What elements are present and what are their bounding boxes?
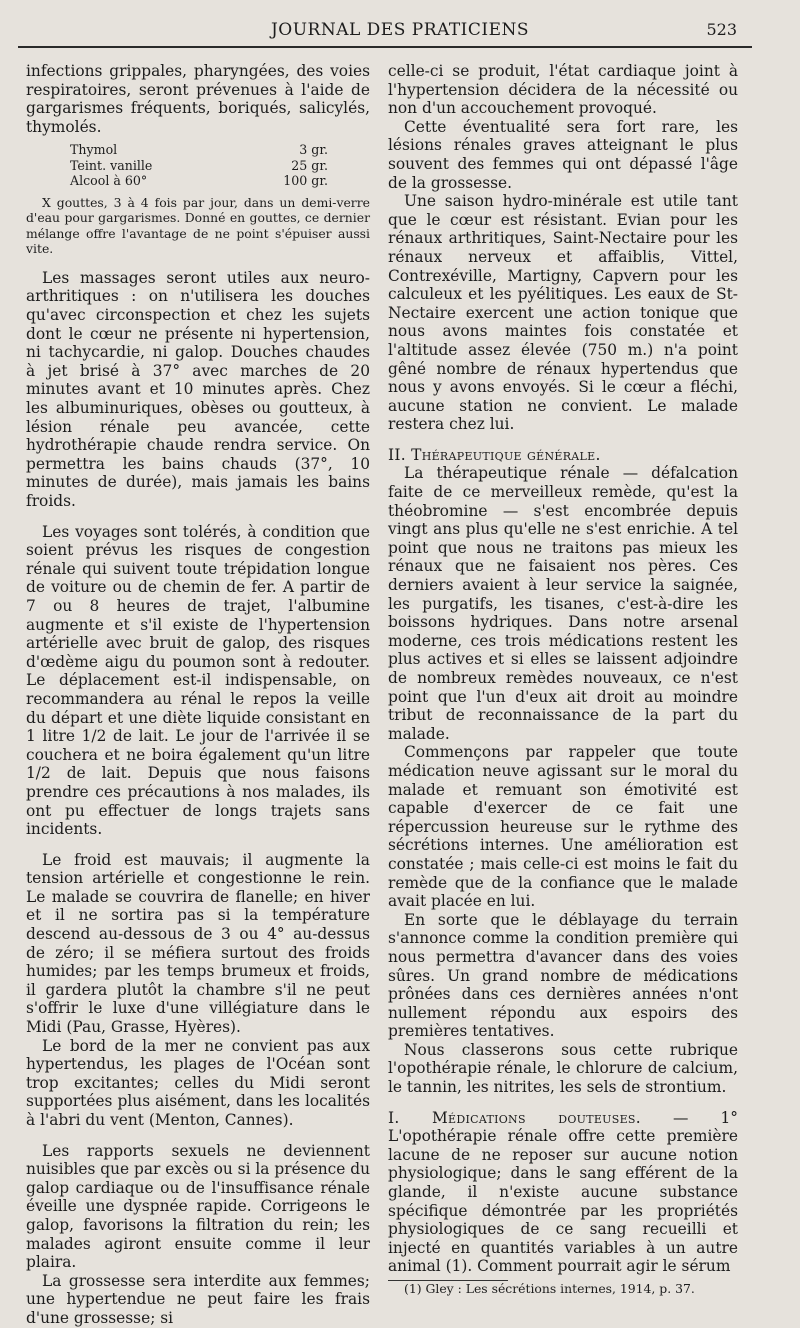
section-heading: II. Thérapeutique générale. xyxy=(388,445,601,464)
quantity: 100 gr. xyxy=(283,173,328,189)
subsection-text: — 1° L'opothérapie rénale offre cette première lacune de ne reposer sur aucune notion physiologique; dans le sang efférent de la glande, il n'existe aucune substance spécifique démontrée par les propriétés physiologiques de ce sang recueilli et injecté en quantités variables à un autre animal (1). Comment pourrait agir le sérum xyxy=(388,1108,738,1276)
ingredient: Alcool à 60° xyxy=(70,173,148,189)
paragraph: Cette éventualité sera fort rare, les lésions rénales graves atteignant le plus souvent des femmes qui ont dépassé l'âge de la grossesse. xyxy=(388,117,738,192)
paragraph: celle-ci se produit, l'état cardiaque joint à l'hypertension décidera de la nécessité ou non d'un accouchement provoqué. xyxy=(388,62,738,118)
footnote: (1) Gley : Les sécrétions internes, 1914, p. 37. xyxy=(404,1281,695,1296)
paragraph-mer: Le bord de la mer ne convient pas aux hypertendus, les plages de l'Océan sont trop excitantes; celles du Midi seront supportées plus aisément, dans les localités à l'abri du vent (Menton, Cannes). xyxy=(26,1036,370,1129)
prescription-row xyxy=(70,158,328,174)
prescription xyxy=(70,142,328,189)
paragraph: Commençons par rappeler que toute médication neuve agissant sur le moral du malade et remuant son émotivité est capable d'exercer de ce fait une répercussion heureuse sur le rythme des sécrétions internes. Une amélioration est constatée ; mais celle-ci est moins le fait du remède que de la confiance que le malade avait placée en lui. xyxy=(388,743,738,911)
paragraph: infections grippales, pharyngées, des voies respiratoires, seront prévenues à l'aide de gargarismes fréquents, boriqués, salicylés, thymolés. xyxy=(26,62,370,136)
paragraph-rapports: Les rapports sexuels ne deviennent nuisibles que par excès ou si la présence du galop cardiaque ou de l'insuffisance rénale éveille une dyspnée rapide. Corrigeons le galop, favorisons la filtration du rein; les malades agiront ensuite comme il leur plaira. xyxy=(26,1141,370,1272)
right-column xyxy=(388,62,738,1297)
paragraph-massages: Les massages seront utiles aux neuro-arthritiques : on n'utilisera les douches qu'avec circonspection et chez les sujets dont le cœur ne présente ni hypertension, ni tachycardie, ni galop. Douches chaudes à jet brisé à 37° avec marches de 20 minutes avant et 10 minutes après. Chez les albuminuriques, obèses ou goutteux, à lésion rénale peu avancée, cette hydrothérapie chaude rendra service. On permettra les bains chauds (37°, 10 minutes de durée), mais jamais les bains froids. xyxy=(26,268,370,510)
left-column xyxy=(26,62,370,1328)
ingredient: Thymol xyxy=(70,142,118,158)
paragraph-froid: Le froid est mauvais; il augmente la tension artérielle et congestionne le rein. Le malade se couvrira de flanelle; en hiver et il ne sortira pas si la température descend au-dessous de 3 ou 4° au-dessus de zéro; il se méfiera surtout des froids humides; par les temps brumeux et froids, il gardera plutôt la chambre s'il ne peut s'offrir le luxe d'une villégiature dans le Midi (Pau, Grasse, Hyères). xyxy=(26,850,370,1037)
prescription-row xyxy=(70,142,328,158)
running-header xyxy=(18,16,782,44)
prescription-row xyxy=(70,173,328,189)
paragraph: La thérapeutique rénale — défalcation faite de ce merveilleux remède, qu'est la théobromine — s'est encombrée depuis vingt ans plus qu'elle ne s'est enrichie. A tel point que nous ne traitons pas mieux les rénaux que ne faisaient nos pères. Ces derniers avaient à leur service la saignée, les purgatifs, les tisanes, c'est-à-dire les boissons hydriques. Dans notre arsenal moderne, ces trois médications restent les plus actives et si elles se laissent adjoindre de nombreux remèdes nouveaux, ce n'est point que l'un d'eux ait droit au moindre tribut de reconnaissance de la part du malade. xyxy=(388,464,738,743)
journal-title: JOURNAL DES PRATICIENS xyxy=(270,20,530,40)
paragraph-saison: Une saison hydro-minérale est utile tant que le cœur est résistant. Evian pour les rénaux arthritiques, Saint-Nectaire pour les rénaux nerveux et affaiblis, Vittel, Contrexéville, Martigny, Capvern pour les calculeux et les pyélitiques. Les eaux de St-Nectaire exercent une action tonique que nous avons maintes fois constatée et l'altitude assez élevée (750 m.) n'a point gêné nombre de rénaux hypertendus que nous y avons envoyés. Si le cœur a fléchi, aucune station ne convient. Le malade restera chez lui. xyxy=(388,192,738,434)
ingredient: Teint. vanille xyxy=(70,157,153,173)
prescription-note: X gouttes, 3 à 4 fois par jour, dans un demi-verre d'eau pour gargarismes. Donné en gouttes, ce dernier mélange offre l'avantage de ne point s'épuiser aussi vite. xyxy=(26,194,370,257)
quantity: 3 gr. xyxy=(299,142,328,158)
paragraph-grossesse: La grossesse sera interdite aux femmes; une hypertendue ne peut faire les frais d'une grossesse; si xyxy=(26,1271,370,1327)
subsection-heading: I. Médications douteuses. xyxy=(388,1108,641,1127)
paragraph-medications xyxy=(388,1109,738,1276)
paragraph: En sorte que le déblayage du terrain s'annonce comme la condition première qui nous permettra d'avancer dans des voies sûres. Un grand nombre de médications prônées dans ces dernières années n'ont nullement répondu aux espoirs des premières tentatives. xyxy=(388,910,738,1041)
paragraph: Nous classerons sous cette rubrique l'opothérapie rénale, le chlorure de calcium, le tannin, les nitrites, les sels de strontium. xyxy=(388,1040,738,1097)
quantity: 25 gr. xyxy=(291,157,328,173)
header-rule xyxy=(18,46,752,48)
paragraph-voyages: Les voyages sont tolérés, à condition que soient prévus les risques de congestion rénale qui suivent toute trépidation longue de voiture ou de chemin de fer. A partir de 7 ou 8 heures de trajet, l'albumine augmente et s'il existe de l'hypertension artérielle avec bruit de galop, des risques d'œdème aigu du poumon sont à redouter. Le déplacement est-il indispensable, on recommandera au rénal le repos la veille du départ et une diète liquide consistant en 1 litre 1/2 de lait. Le jour de l'arrivée il se couchera et ne boira également qu'un litre 1/2 de lait. Depuis que nous faisons prendre ces précautions à nos malades, ils ont pu effectuer de longs trajets sans incidents. xyxy=(26,522,370,839)
page-number: 523 xyxy=(706,20,737,39)
